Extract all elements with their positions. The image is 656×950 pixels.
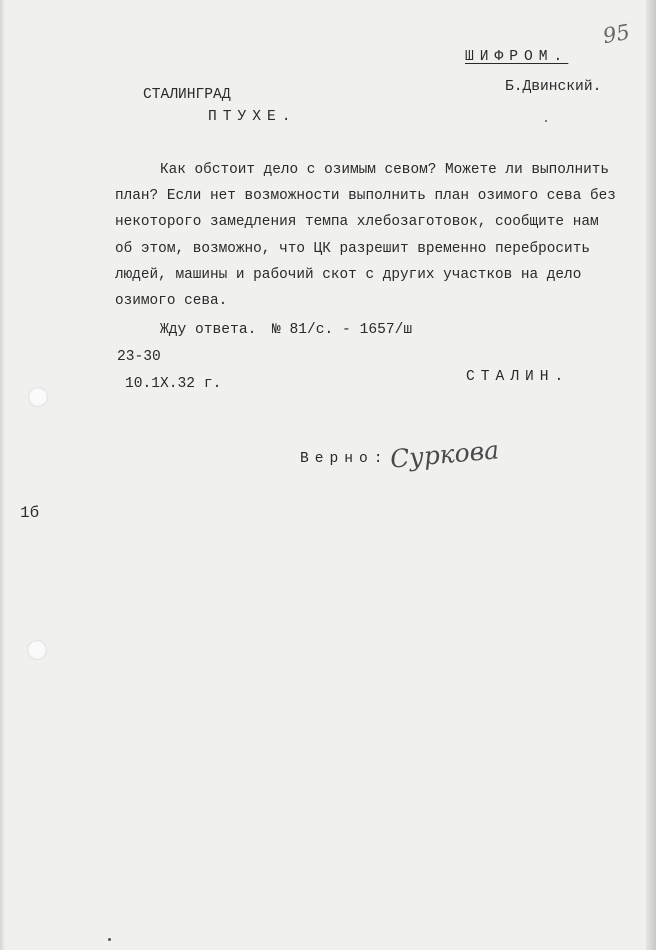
body-line-1: Как обстоит дело с озимым севом? Можете ли выполнить — [160, 162, 610, 178]
body-line-5: людей, машины и рабочий скот с других участков на дело — [115, 267, 582, 283]
certification-signature: Суркова — [388, 435, 501, 474]
cipher-mark: ШИФРОМ. — [465, 49, 569, 65]
paper-speck — [108, 938, 111, 941]
closing-line: Жду ответа. — [160, 322, 257, 338]
sender-line: Б.Двинский. — [505, 79, 602, 95]
body-line-2: план? Если нет возможности выполнить план озимого сева без — [115, 188, 616, 204]
reference-number: № 81/с. - 1657/ш — [272, 322, 413, 338]
body-line-6: озимого сева. — [115, 293, 228, 309]
signature-stalin: СТАЛИН. — [466, 369, 570, 385]
date-line: 10.1Х.32 г. — [125, 376, 222, 392]
recipient-line: ПТУХЕ. — [208, 109, 297, 125]
certification-label: Верно: — [300, 451, 389, 467]
page-left-edge — [0, 0, 5, 950]
margin-note: 1б — [20, 504, 40, 522]
page-right-edge — [646, 0, 656, 950]
body-line-3: некоторого замедления темпа хлебозаготовок, сообщите нам — [115, 214, 599, 230]
paper-speck — [545, 120, 547, 122]
punch-hole-top — [28, 387, 48, 407]
punch-hole-bottom — [27, 640, 47, 660]
body-line-4: об этом, возможно, что ЦК разрешит временно перебросить — [115, 241, 590, 257]
time-line: 23-30 — [117, 349, 161, 365]
page-number: 95 — [601, 19, 632, 49]
city-line: СТАЛИНГРАД — [143, 87, 231, 103]
